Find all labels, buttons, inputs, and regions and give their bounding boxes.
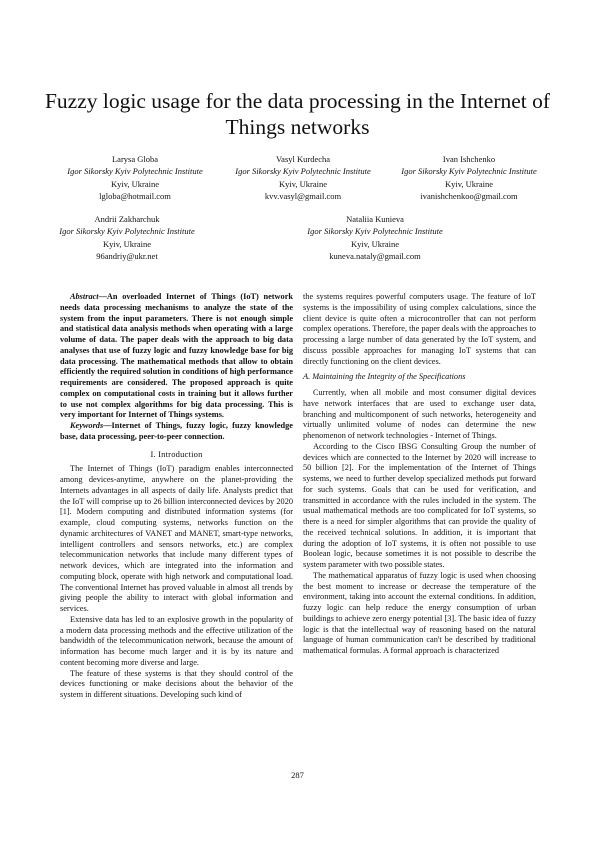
right-column (303, 292, 536, 657)
author-affiliation: Igor Sikorsky Kyiv Polytechnic Institute (401, 166, 537, 177)
author-affiliation: Igor Sikorsky Kyiv Polytechnic Institute (235, 166, 371, 177)
keywords (60, 421, 293, 443)
author-name: Ivan Ishchenko (442, 154, 496, 164)
paragraph: The feature of these systems is that they should control of the devices functioning or make decisions about the behavior of the system in different situations. Developing such kind of (60, 668, 293, 699)
paragraph: the systems requires powerful computers usage. The feature of IoT systems is the impossibility of using complex calculations, since the client device is quite often a microcontroller that can not perform complex operations. Therefore, the paper deals with the approaches to processing a large number of data generated by the IoT system, and discuss possible approaches for managing IoT systems that can directly functioning on the client devices. (303, 292, 536, 366)
paragraph: The mathematical apparatus of fuzzy logic is used when choosing the best moment to increase or decrease the temperature of the environment, taking into account the external conditions. In addition, fuzzy logic can help reduce the energy consumption of urban buildings to achieve zero energy potential [3]. The basic idea of fuzzy logic is that the intellectual way of reasoning based on the natural language of human communication can't be described by traditional mathematical formulas. A formal approach is characterized (303, 570, 536, 655)
author-name: Nataliia Kunieva (346, 214, 404, 224)
abstract-label: Abstract (70, 292, 99, 301)
section-heading: I. Introduction (150, 448, 203, 459)
author-email: lgloba@hotmail.com (99, 191, 171, 202)
abstract (60, 292, 293, 421)
left-column (60, 292, 293, 701)
author-email: ivanishchenkoo@gmail.com (420, 191, 518, 202)
author-affiliation: Igor Sikorsky Kyiv Polytechnic Institute (59, 226, 195, 237)
author-location: Kyiv, Ukraine (102, 238, 152, 249)
author-location: Kyiv, Ukraine (350, 238, 400, 249)
paragraph: Extensive data has led to an explosive growth in the popularity of a modern data processing methods and the effective utilization of the bandwidth of the telecommunication network, because the amount of information has become much larger and it is by its nature and content becoming more diverse and large. (60, 614, 293, 667)
page-number: 287 (291, 770, 304, 780)
subsection-heading: A. Maintaining the Integrity of the Specifications (303, 372, 466, 382)
author-block (50, 153, 220, 203)
author-name: Andrii Zakharchuk (94, 214, 160, 224)
author-email: kuneva.nataly@gmail.com (329, 251, 421, 262)
author-block (290, 213, 460, 263)
paragraph: Currently, when all mobile and most consumer digital devices have network interfaces that are used to exchange user data, branching and multicomponent of such networks, heterogeneity and virtually unlimited volume of nodes can determine the new phenomenon of network technologies - Internet of Things. (303, 388, 536, 440)
author-email: 96andriy@ukr.net (96, 251, 158, 262)
paragraph: According to the Cisco IBSG Consulting Group the number of devices which are connected to the Internet by 2020 will increase to 50 billion [2]. For the implementation of the Internet of Things systems, we need to further develop specialized methods put forward for such systems. Goals that can be used for verification, and transmitted in accordance with the rules included in the system. The usual mathematical methods are too complicated for IoT systems, so there is a need for simpler algorithms that can provide the quality of the received technical solutions. In addition, it is important that during the adoption of IoT systems, it is often not possible to use Boolean logic, because sometimes it is not possible to describe the system parameter with two possible states. (303, 441, 536, 569)
paragraph: The Internet of Things (IoT) paradigm enables interconnected among devices-anytime, anywhere on the planet-providing the Internets advantages in all aspects of daily life. Analysts predict that the IoT will comprise up to 26 billion interconnected devices by 2020 [1]. Modern computing and distributed information systems (for example, cloud computing systems, networks function on the dynamic architectures of VANET and MANET, smart-type networks, intelligent controllers and sensors networks, etc.) are complex telecommunication networks that include many different types of network devices, which are integrated into the information and computing block, operate with high network and computational load. The conventional Internet has proved valuable in almost all trends by giving people the ability to interact with global information and services. (60, 464, 293, 613)
author-affiliation: Igor Sikorsky Kyiv Polytechnic Institute (307, 226, 443, 237)
author-name: Larysa Globa (111, 154, 159, 164)
abstract-text: —An overloaded Internet of Things (IoT) network needs data processing mechanisms to analyze the state of the system from the input parameters. There is not enough simple and statistical data analysis methods when operating with a large volume of data. The paper deals with the approach to big data analyses that use of fuzzy logic and fuzzy knowledge base for big data processing. The mathematical methods that allow to obtain efficiently the required solution in conditions of high performance requirements are considered. The proposed approach is quite complex on computational costs in training but it allows further to use not complex algorithms for big data processing. This is very important for Internet of Things systems. (60, 292, 293, 420)
author-name: Vasyl Kurdecha (275, 154, 331, 164)
keywords-text: —Internet of Things, fuzzy logic, fuzzy knowledge base, data processing, peer-to-peer connection. (60, 421, 293, 441)
author-affiliation: Igor Sikorsky Kyiv Polytechnic Institute (67, 166, 203, 177)
author-block (42, 213, 212, 263)
paper-title: Fuzzy logic usage for the data processing in the Internet of Things networks (44, 89, 551, 139)
author-block (384, 153, 554, 203)
author-block (218, 153, 388, 203)
keywords-label: Keywords (70, 421, 104, 430)
author-location: Kyiv, Ukraine (444, 178, 494, 189)
author-location: Kyiv, Ukraine (110, 178, 160, 189)
author-email: kvv.vasyl@gmail.com (264, 191, 342, 202)
author-location: Kyiv, Ukraine (278, 178, 328, 189)
